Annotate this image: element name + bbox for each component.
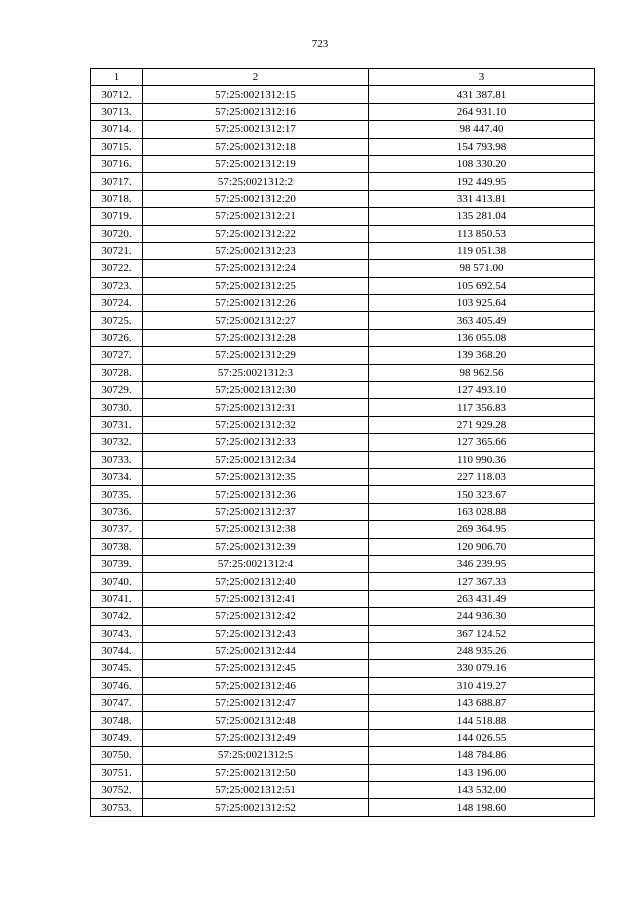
- table-row: [91, 103, 595, 120]
- value-cell: 310 419.27: [369, 677, 595, 694]
- cadastral-number-cell: 57:25:0021312:43: [143, 625, 369, 642]
- row-number-cell: 30732.: [91, 434, 143, 451]
- table-row: [91, 173, 595, 190]
- value-cell: 431 387.81: [369, 86, 595, 103]
- table-row: [91, 347, 595, 364]
- value-cell: 154 793.98: [369, 138, 595, 155]
- table-row: [91, 225, 595, 242]
- cadastral-number-cell: 57:25:0021312:47: [143, 695, 369, 712]
- row-number-cell: 30721.: [91, 242, 143, 259]
- cadastral-number-cell: 57:25:0021312:32: [143, 416, 369, 433]
- value-cell: 227 118.03: [369, 468, 595, 485]
- cadastral-number-cell: 57:25:0021312:50: [143, 764, 369, 781]
- row-number-cell: 30742.: [91, 608, 143, 625]
- table-row: [91, 555, 595, 572]
- table-body: [91, 86, 595, 816]
- row-number-cell: 30750.: [91, 747, 143, 764]
- table-row: [91, 416, 595, 433]
- value-cell: 248 935.26: [369, 642, 595, 659]
- table-row: [91, 190, 595, 207]
- row-number-cell: 30725.: [91, 312, 143, 329]
- row-number-cell: 30731.: [91, 416, 143, 433]
- value-cell: 103 925.64: [369, 295, 595, 312]
- row-number-cell: 30727.: [91, 347, 143, 364]
- row-number-cell: 30733.: [91, 451, 143, 468]
- value-cell: 98 447.40: [369, 121, 595, 138]
- table-row: [91, 312, 595, 329]
- table-row: [91, 434, 595, 451]
- value-cell: 244 936.30: [369, 608, 595, 625]
- table-row: [91, 155, 595, 172]
- row-number-cell: 30736.: [91, 503, 143, 520]
- table-row: [91, 729, 595, 746]
- cadastral-number-cell: 57:25:0021312:48: [143, 712, 369, 729]
- table-row: [91, 747, 595, 764]
- row-number-cell: 30747.: [91, 695, 143, 712]
- row-number-cell: 30741.: [91, 590, 143, 607]
- table-row: [91, 364, 595, 381]
- table-row: [91, 590, 595, 607]
- table-row: [91, 468, 595, 485]
- cadastral-number-cell: 57:25:0021312:38: [143, 521, 369, 538]
- row-number-cell: 30737.: [91, 521, 143, 538]
- value-cell: 110 990.36: [369, 451, 595, 468]
- table-row: [91, 625, 595, 642]
- table-row: [91, 121, 595, 138]
- value-cell: 331 413.81: [369, 190, 595, 207]
- value-cell: 135 281.04: [369, 208, 595, 225]
- row-number-cell: 30735.: [91, 486, 143, 503]
- value-cell: 136 055.08: [369, 329, 595, 346]
- data-table: [90, 68, 595, 817]
- column-header-3: 3: [369, 69, 595, 86]
- row-number-cell: 30745.: [91, 660, 143, 677]
- cadastral-number-cell: 57:25:0021312:28: [143, 329, 369, 346]
- value-cell: 264 931.10: [369, 103, 595, 120]
- cadastral-number-cell: 57:25:0021312:25: [143, 277, 369, 294]
- row-number-cell: 30751.: [91, 764, 143, 781]
- row-number-cell: 30718.: [91, 190, 143, 207]
- value-cell: 144 026.55: [369, 729, 595, 746]
- cadastral-number-cell: 57:25:0021312:44: [143, 642, 369, 659]
- cadastral-number-cell: 57:25:0021312:45: [143, 660, 369, 677]
- table-row: [91, 695, 595, 712]
- cadastral-number-cell: 57:25:0021312:2: [143, 173, 369, 190]
- cadastral-number-cell: 57:25:0021312:46: [143, 677, 369, 694]
- row-number-cell: 30729.: [91, 382, 143, 399]
- table-row: [91, 503, 595, 520]
- row-number-cell: 30723.: [91, 277, 143, 294]
- value-cell: 108 330.20: [369, 155, 595, 172]
- cadastral-number-cell: 57:25:0021312:51: [143, 782, 369, 799]
- row-number-cell: 30738.: [91, 538, 143, 555]
- cadastral-number-cell: 57:25:0021312:16: [143, 103, 369, 120]
- table-header-row: [91, 69, 595, 86]
- table-row: [91, 782, 595, 799]
- row-number-cell: 30715.: [91, 138, 143, 155]
- row-number-cell: 30734.: [91, 468, 143, 485]
- row-number-cell: 30739.: [91, 555, 143, 572]
- cadastral-number-cell: 57:25:0021312:40: [143, 573, 369, 590]
- row-number-cell: 30728.: [91, 364, 143, 381]
- row-number-cell: 30752.: [91, 782, 143, 799]
- row-number-cell: 30712.: [91, 86, 143, 103]
- value-cell: 150 323.67: [369, 486, 595, 503]
- value-cell: 148 198.60: [369, 799, 595, 816]
- cadastral-number-cell: 57:25:0021312:30: [143, 382, 369, 399]
- value-cell: 271 929.28: [369, 416, 595, 433]
- value-cell: 105 692.54: [369, 277, 595, 294]
- table-row: [91, 764, 595, 781]
- table-row: [91, 295, 595, 312]
- table-row: [91, 521, 595, 538]
- table-row: [91, 382, 595, 399]
- table-row: [91, 451, 595, 468]
- value-cell: 113 850.53: [369, 225, 595, 242]
- row-number-cell: 30749.: [91, 729, 143, 746]
- table-row: [91, 538, 595, 555]
- cadastral-number-cell: 57:25:0021312:4: [143, 555, 369, 572]
- value-cell: 363 405.49: [369, 312, 595, 329]
- row-number-cell: 30722.: [91, 260, 143, 277]
- table-row: [91, 138, 595, 155]
- cadastral-number-cell: 57:25:0021312:35: [143, 468, 369, 485]
- value-cell: 192 449.95: [369, 173, 595, 190]
- cadastral-number-cell: 57:25:0021312:19: [143, 155, 369, 172]
- cadastral-number-cell: 57:25:0021312:52: [143, 799, 369, 816]
- value-cell: 127 493.10: [369, 382, 595, 399]
- cadastral-number-cell: 57:25:0021312:34: [143, 451, 369, 468]
- value-cell: 263 431.49: [369, 590, 595, 607]
- cadastral-number-cell: 57:25:0021312:17: [143, 121, 369, 138]
- row-number-cell: 30743.: [91, 625, 143, 642]
- value-cell: 143 196.00: [369, 764, 595, 781]
- value-cell: 367 124.52: [369, 625, 595, 642]
- value-cell: 144 518.88: [369, 712, 595, 729]
- value-cell: 143 688.87: [369, 695, 595, 712]
- table-row: [91, 712, 595, 729]
- value-cell: 117 356.83: [369, 399, 595, 416]
- table-row: [91, 486, 595, 503]
- cadastral-number-cell: 57:25:0021312:21: [143, 208, 369, 225]
- row-number-cell: 30717.: [91, 173, 143, 190]
- cadastral-number-cell: 57:25:0021312:3: [143, 364, 369, 381]
- table-row: [91, 208, 595, 225]
- value-cell: 120 906.70: [369, 538, 595, 555]
- row-number-cell: 30753.: [91, 799, 143, 816]
- row-number-cell: 30713.: [91, 103, 143, 120]
- cadastral-number-cell: 57:25:0021312:31: [143, 399, 369, 416]
- row-number-cell: 30746.: [91, 677, 143, 694]
- value-cell: 98 962.56: [369, 364, 595, 381]
- cadastral-number-cell: 57:25:0021312:22: [143, 225, 369, 242]
- row-number-cell: 30716.: [91, 155, 143, 172]
- column-header-1: 1: [91, 69, 143, 86]
- row-number-cell: 30748.: [91, 712, 143, 729]
- value-cell: 269 364.95: [369, 521, 595, 538]
- cadastral-number-cell: 57:25:0021312:20: [143, 190, 369, 207]
- row-number-cell: 30720.: [91, 225, 143, 242]
- row-number-cell: 30724.: [91, 295, 143, 312]
- cadastral-number-cell: 57:25:0021312:37: [143, 503, 369, 520]
- row-number-cell: 30714.: [91, 121, 143, 138]
- table-row: [91, 608, 595, 625]
- cadastral-number-cell: 57:25:0021312:36: [143, 486, 369, 503]
- cadastral-number-cell: 57:25:0021312:15: [143, 86, 369, 103]
- value-cell: 163 028.88: [369, 503, 595, 520]
- cadastral-number-cell: 57:25:0021312:26: [143, 295, 369, 312]
- cadastral-number-cell: 57:25:0021312:42: [143, 608, 369, 625]
- value-cell: 127 365.66: [369, 434, 595, 451]
- table-row: [91, 677, 595, 694]
- table-row: [91, 329, 595, 346]
- value-cell: 127 367.33: [369, 573, 595, 590]
- cadastral-number-cell: 57:25:0021312:33: [143, 434, 369, 451]
- table-row: [91, 277, 595, 294]
- table-row: [91, 573, 595, 590]
- table-row: [91, 242, 595, 259]
- row-number-cell: 30730.: [91, 399, 143, 416]
- value-cell: 143 532.00: [369, 782, 595, 799]
- value-cell: 330 079.16: [369, 660, 595, 677]
- cadastral-number-cell: 57:25:0021312:41: [143, 590, 369, 607]
- cadastral-number-cell: 57:25:0021312:24: [143, 260, 369, 277]
- row-number-cell: 30719.: [91, 208, 143, 225]
- table-row: [91, 642, 595, 659]
- value-cell: 98 571.00: [369, 260, 595, 277]
- value-cell: 346 239.95: [369, 555, 595, 572]
- value-cell: 139 368.20: [369, 347, 595, 364]
- cadastral-number-cell: 57:25:0021312:49: [143, 729, 369, 746]
- row-number-cell: 30744.: [91, 642, 143, 659]
- column-header-2: 2: [143, 69, 369, 86]
- row-number-cell: 30740.: [91, 573, 143, 590]
- table-row: [91, 660, 595, 677]
- cadastral-number-cell: 57:25:0021312:23: [143, 242, 369, 259]
- table-row: [91, 799, 595, 816]
- value-cell: 148 784.86: [369, 747, 595, 764]
- cadastral-number-cell: 57:25:0021312:29: [143, 347, 369, 364]
- value-cell: 119 051.38: [369, 242, 595, 259]
- cadastral-number-cell: 57:25:0021312:5: [143, 747, 369, 764]
- page-number: 723: [311, 38, 329, 50]
- cadastral-number-cell: 57:25:0021312:18: [143, 138, 369, 155]
- table-row: [91, 399, 595, 416]
- cadastral-number-cell: 57:25:0021312:39: [143, 538, 369, 555]
- table-row: [91, 86, 595, 103]
- row-number-cell: 30726.: [91, 329, 143, 346]
- table-row: [91, 260, 595, 277]
- cadastral-number-cell: 57:25:0021312:27: [143, 312, 369, 329]
